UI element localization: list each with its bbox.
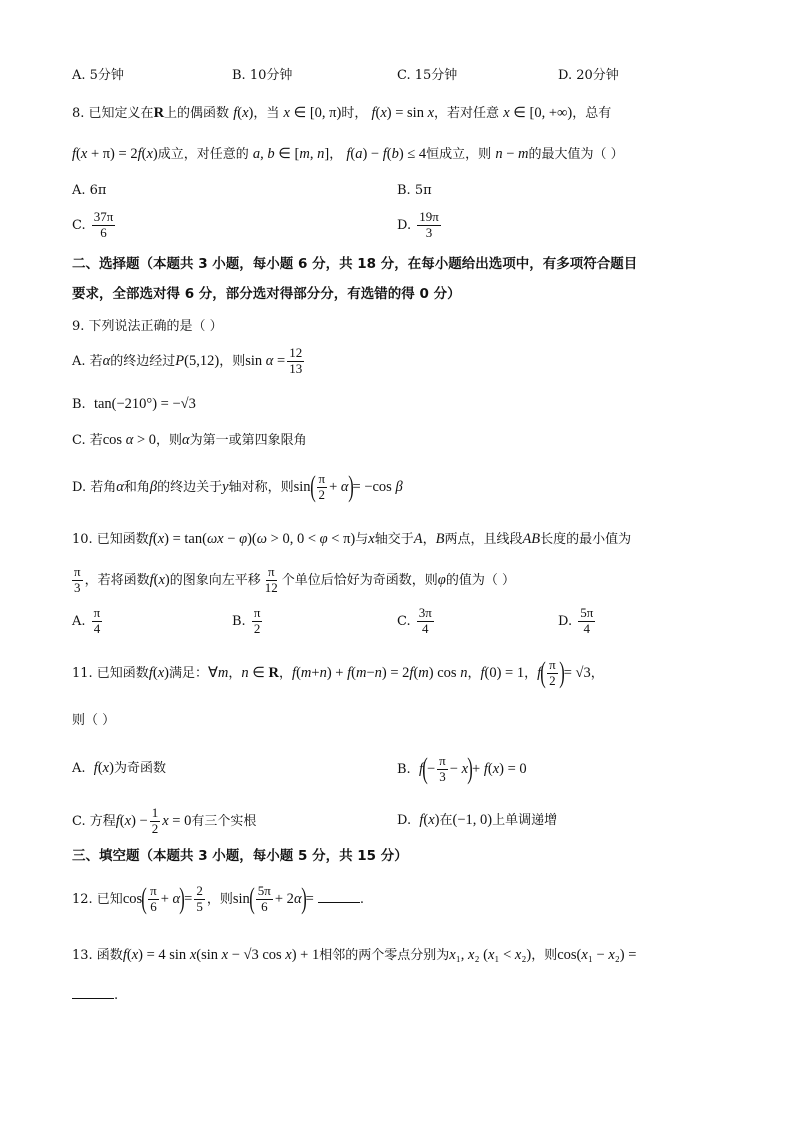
q12-line: 12. 已知cos( $\frac{\pi}{6}$ + α)= $\frac{2}{5}$ ，则sin( $\frac{5\pi}{6}$ + 2α)= . — [72, 882, 365, 916]
q10-option-c: C. $\frac{3\pi}{4}$ — [397, 605, 432, 636]
q11-then: 则（ ） — [72, 713, 116, 728]
q11-line1: 11. 已知函数f(x)满足：∀m，n ∈ R，f(m+n) + f(m−n) = 2f(m) cos n，f(0) = 1，f( $\frac{\pi}{2}$ )= √3， — [72, 656, 604, 690]
q8-option-b: B. 5π — [397, 183, 432, 198]
q8-line1: 8. 已知定义在R上的偶函数 f(x)，当 x ∈ [0, π)时， f(x) = sin x，若对任意 x ∈ [0, +∞)，总有 — [72, 105, 612, 121]
q11-option-d: D. f(x)在(−1, 0)上单调递增 — [397, 812, 558, 828]
q13-answer-blank — [72, 986, 114, 999]
q8-option-a: A. 6π — [72, 183, 107, 198]
q13-line: 13. 函数f(x) = 4 sin x(sin x − √3 cos x) + 1相邻的两个零点分别为x₁, x₂ (x₁ < x₂)，则cos(x₁ − x₂) = — [72, 947, 637, 963]
q10-line1: 10. 已知函数f(x) = tan(ωx − φ)(ω > 0, 0 < φ < π)与x轴交于A，B两点，且线段AB长度的最小值为 — [72, 531, 632, 547]
q11-option-c: C. 方程f(x) − $\frac{1}{2}$ x = 0有三个实根 — [72, 805, 257, 836]
q11-option-b: B. f(− $\frac{\pi}{3}$ − x)+ f(x) = 0 — [397, 752, 527, 786]
q7-option-b: B. 10分钟 — [232, 68, 293, 83]
q12-answer-blank — [318, 902, 360, 903]
section2-heading-line2: 要求，全部选对得 6 分，部分选对得部分分，有选错的得 0 分） — [72, 286, 461, 302]
q13-answer-line: . — [72, 986, 118, 1002]
q8-option-d: D. $\frac{19\pi}{3}$ — [397, 209, 439, 240]
q8-line2: f(x + π) = 2f(x)成立，对任意的 a, b ∈ [m, n]， f(a) − f(b) ≤ 4恒成立，则 n − m的最大值为（ ） — [72, 146, 624, 162]
section2-heading-line1: 二、选择题（本题共 3 小题，每小题 6 分，共 18 分，在每小题给出选项中，有多项符合题目 — [72, 256, 638, 272]
q10-line2: $\frac{\pi}{3}$ ，若将函数f(x)的图象向左平移 $\frac{\pi}{12}$ 个单位后恰好为奇函数，则φ的值为（ ） — [74, 564, 515, 595]
q7-option-c: C. 15分钟 — [397, 68, 458, 83]
section3-heading: 三、填空题（本题共 3 小题，每小题 5 分，共 15 分） — [72, 848, 408, 864]
q10-option-d: D. $\frac{5\pi}{4}$ — [558, 605, 594, 636]
q11-option-a: A. f(x)为奇函数 — [72, 760, 166, 776]
q8-option-c: C. $\frac{37\pi}{6}$ — [72, 209, 114, 240]
q9-stem: 9. 下列说法正确的是（ ） — [72, 319, 223, 334]
q10-option-b: B. $\frac{\pi}{2}$ — [232, 605, 261, 636]
q9-option-d: D. 若角α和角β的终边关于y轴对称，则sin( $\frac{\pi}{2}$ + α)= −cos β — [72, 470, 403, 504]
q10-option-a: A. $\frac{\pi}{4}$ — [72, 605, 101, 636]
q9-option-c: C. 若cos α > 0，则α为第一或第四象限角 — [72, 432, 307, 448]
q7-option-d: D. 20分钟 — [558, 68, 619, 83]
q9-option-a: A. 若α的终边经过P(5,12)，则sin α = $\frac{12}{13}$ — [72, 345, 303, 376]
q8-number: 8. — [72, 106, 85, 121]
q9-option-b: B. tan(−210°) = −√3 — [72, 396, 196, 412]
q7-option-a: A. 5分钟 — [72, 68, 124, 83]
